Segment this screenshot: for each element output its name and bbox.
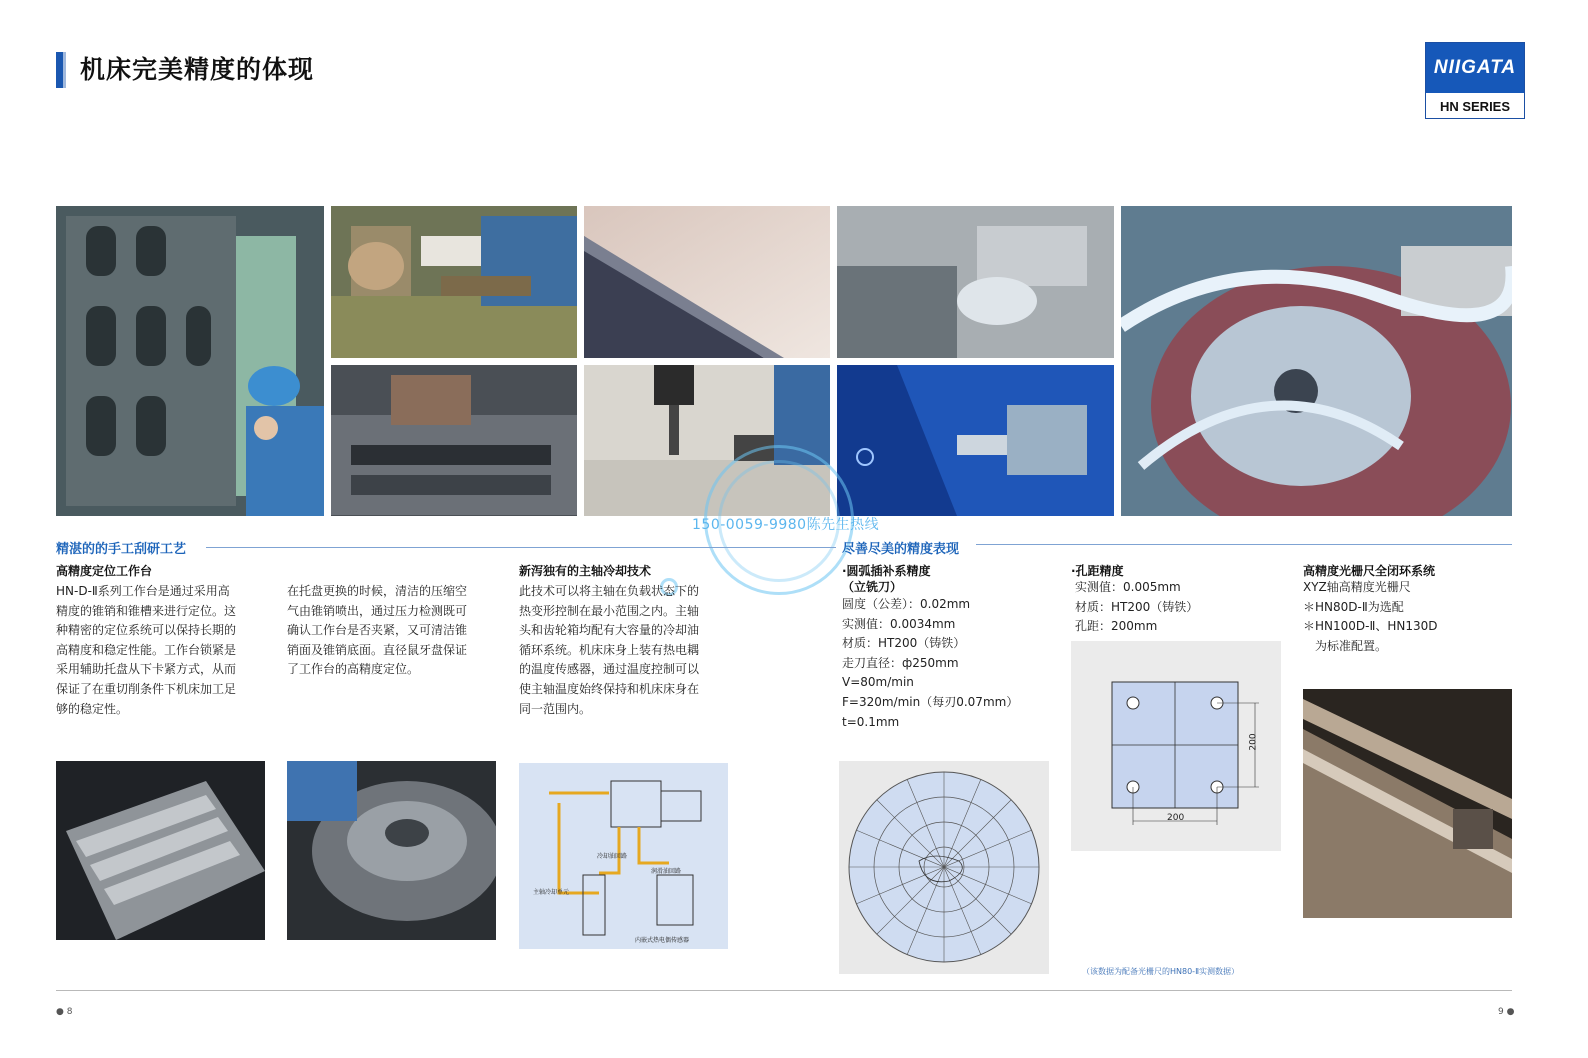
heading-rule-right [976,544,1512,545]
subheading-spindle-cooling: 新泻独有的主轴冷却技术 [519,564,652,578]
footnote-measurement: （该数据为配备光栅尺的HN80-Ⅱ实测数据） [1082,967,1240,976]
title-accent-bar [56,52,63,88]
label-sensor: 内嵌式热电偶传感器 [635,937,690,944]
photo-coolant-splash [1121,206,1512,516]
label-oil-path: 冷却油回路 [597,853,628,860]
photo-surface-closeup [584,206,830,358]
label-return-path: 润滑油回路 [651,868,682,875]
heading-precision: 尽善尽美的精度表现 [842,542,960,557]
photo-worker-scraping [56,206,324,516]
text-positioning-b: 在托盘更换的时候，清洁的压缩空 气由锥销喷出，通过压力检测既可 确认工作台是否夹紧，又可清洁锥 销面及锥销底面。直径鼠牙盘保证 了工作台的高精度定位。 [287,584,468,677]
page-title: 机床完美精度的体现 [80,55,315,84]
text-linear-scale: XYZ轴高精度光栅尺 ＊HN80D-Ⅱ为选配 ＊HN100D-Ⅱ、HN130D 为标准配置。 [1303,580,1438,653]
subheading-circular: ·圆弧插补系精度 [842,564,931,578]
roundness-chart [839,761,1049,974]
dim-horizontal: 200 [1167,813,1185,823]
heading-scraping: 精湛的的手工刮研工艺 [56,542,187,557]
photo-pallet-table [56,761,265,940]
footer-rule [56,990,1512,991]
heading-rule-left [206,547,836,548]
text-hole-specs: 实测值：0.005mm 材质：HT200（铸铁） 孔距：200mm [1075,580,1199,634]
subheading-hole-pitch: ·孔距精度 [1071,564,1124,578]
dim-vertical: 200 [1248,733,1259,751]
logo-brand: NIIGATA [1426,43,1524,93]
photo-spindle-coolant [837,206,1114,358]
text-spindle-cooling: 此技术可以将主轴在负载状态下的 热变形控制在最小范围之内。主轴 头和齿轮箱均配有大容量的冷却油 循环系统。机床床身上装有热电耦 的温度传感器，通过温度控制可以 使主轴温度始终保持和机床床身在 同一范围内。 [519,584,700,716]
hole-pitch-diagram [1071,641,1281,851]
photo-blue-cutter [837,365,1114,516]
page-number-right: 9 ● [1498,1007,1515,1017]
title-accent-bar-light [63,52,66,88]
label-cooler: 主轴冷却单元 [533,889,570,896]
subheading-linear-scale: 高精度光栅尺全闭环系统 [1303,564,1436,578]
logo-series: HN SERIES [1439,98,1511,114]
page-number-left: ● 8 [56,1007,73,1017]
photo-machine-bed [331,365,577,516]
spindle-cooling-diagram [519,763,728,949]
photo-rotary-table [287,761,496,940]
watermark-text: 150-0059-9980陈先生热线 [692,517,880,533]
text-circular-specs: 圆度（公差）：0.02mm 实测值：0.0034mm 材质：HT200（铸铁） 走刀直径：ф250mm V=80m/min F=320m/min（每刃0.07mm） t=0.1mm [842,597,1019,729]
niigata-logo [1425,42,1525,119]
photo-hands-tool [331,206,577,358]
subheading-positioning-table: 高精度定位工作台 [56,564,153,578]
subheading-circular-tool: （立铣刀） [842,580,903,594]
photo-linear-scale [1303,689,1512,918]
text-positioning-a: HN-D-Ⅱ系列工作台是通过采用高 精度的锥销和锥槽来进行定位。这 种精密的定位系统可以保持长期的 高精度和稳定性能。工作台锁紧是 采用辅助托盘从下卡紧方式，从而 保证了在重切削条件下机床加工足 够的稳定性。 [56,584,237,716]
